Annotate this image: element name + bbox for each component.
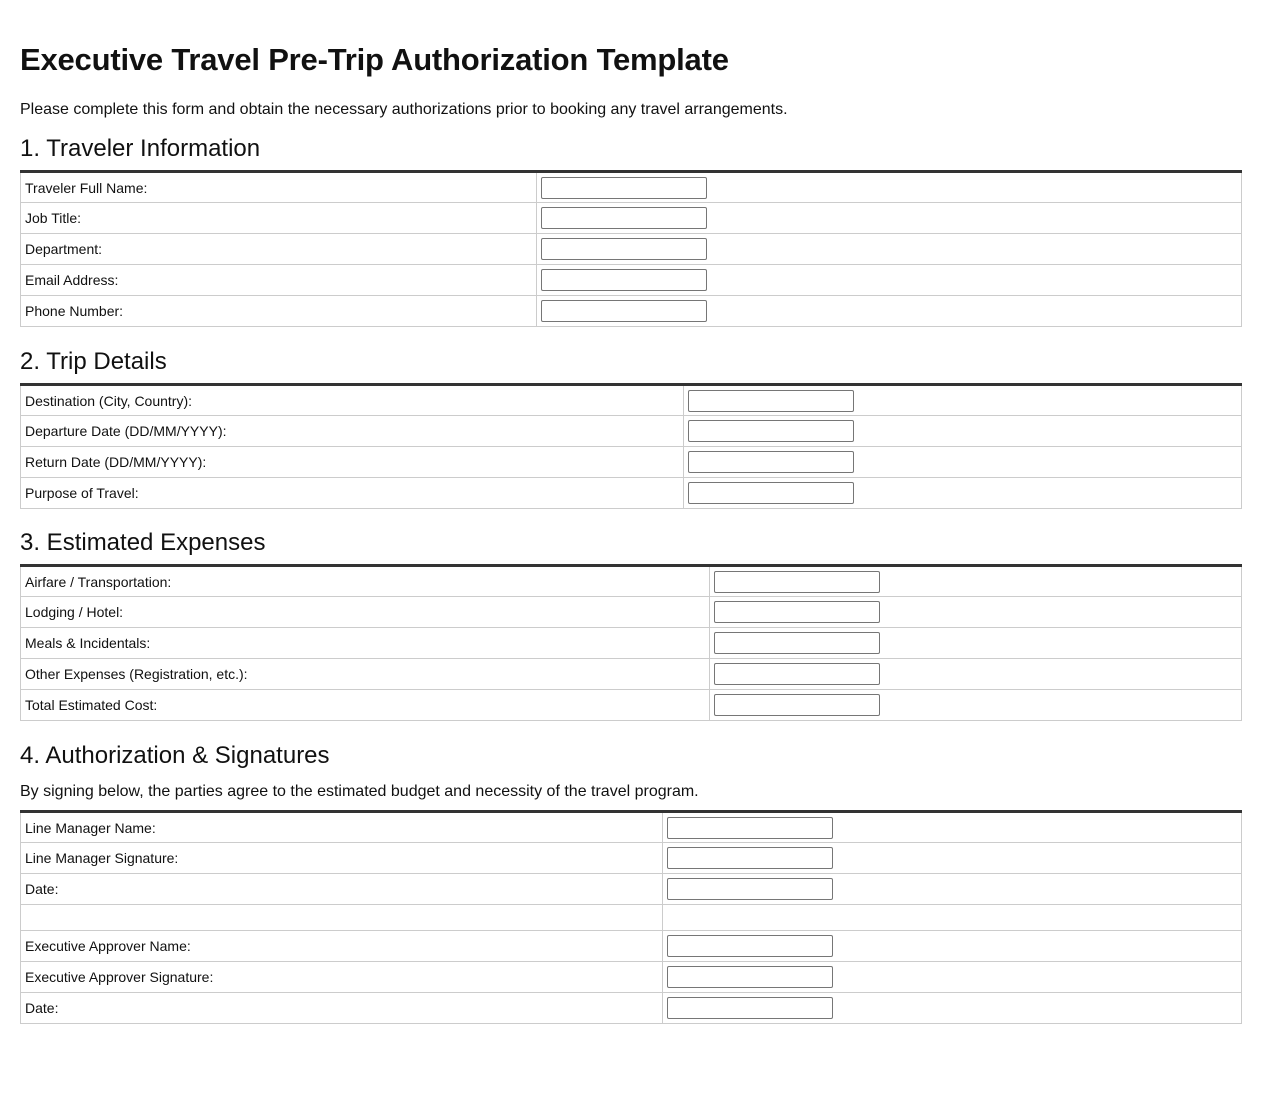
authorization-note: By signing below, the parties agree to the estimated budget and necessity of the travel program. (20, 783, 699, 800)
empty-cell (663, 905, 1242, 931)
field-label: Executive Approver Signature: (21, 962, 663, 993)
authorization-table (20, 810, 1242, 1024)
field-label: Line Manager Signature: (21, 843, 663, 874)
field-label: Executive Approver Name: (21, 931, 663, 962)
section-heading-authorization: 4. Authorization & Signatures (20, 742, 330, 769)
page-title: Executive Travel Pre-Trip Authorization Template (20, 42, 729, 77)
field-label: Email Address: (21, 265, 537, 296)
lodging-input[interactable] (714, 601, 880, 623)
email-address-input[interactable] (541, 269, 707, 291)
table-row (21, 812, 1242, 843)
table-row (21, 385, 1242, 416)
line-manager-signature-input[interactable] (667, 847, 833, 869)
spacer-row (21, 905, 1242, 931)
field-label: Total Estimated Cost: (21, 690, 710, 721)
table-row (21, 447, 1242, 478)
phone-number-input[interactable] (541, 300, 707, 322)
traveler-table (20, 170, 1242, 327)
field-label: Lodging / Hotel: (21, 597, 710, 628)
field-label: Traveler Full Name: (21, 172, 537, 203)
field-label: Airfare / Transportation: (21, 566, 710, 597)
table-row (21, 962, 1242, 993)
field-label: Purpose of Travel: (21, 478, 684, 509)
departure-date-input[interactable] (688, 420, 854, 442)
other-expenses-input[interactable] (714, 663, 880, 685)
meals-input[interactable] (714, 632, 880, 654)
table-row (21, 478, 1242, 509)
intro-text: Please complete this form and obtain the necessary authorizations prior to booking any travel arrangements. (20, 101, 788, 118)
section-heading-traveler: 1. Traveler Information (20, 135, 261, 162)
table-row (21, 628, 1242, 659)
table-row (21, 234, 1242, 265)
total-estimated-cost-input[interactable] (714, 694, 880, 716)
field-label: Date: (21, 993, 663, 1024)
field-label: Phone Number: (21, 296, 537, 327)
table-row (21, 566, 1242, 597)
table-row (21, 265, 1242, 296)
job-title-input[interactable] (541, 207, 707, 229)
table-row (21, 931, 1242, 962)
expenses-table (20, 564, 1242, 721)
table-row (21, 874, 1242, 905)
traveler-full-name-input[interactable] (541, 177, 707, 199)
department-input[interactable] (541, 238, 707, 260)
field-label: Return Date (DD/MM/YYYY): (21, 447, 684, 478)
empty-cell (21, 905, 663, 931)
executive-approver-name-input[interactable] (667, 935, 833, 957)
table-row (21, 690, 1242, 721)
table-row (21, 659, 1242, 690)
field-label: Line Manager Name: (21, 812, 663, 843)
line-manager-name-input[interactable] (667, 817, 833, 839)
table-row (21, 993, 1242, 1024)
line-manager-date-input[interactable] (667, 878, 833, 900)
table-row (21, 296, 1242, 327)
table-row (21, 203, 1242, 234)
field-label: Other Expenses (Registration, etc.): (21, 659, 710, 690)
table-row (21, 843, 1242, 874)
trip-table (20, 383, 1242, 509)
table-row (21, 416, 1242, 447)
section-heading-expenses: 3. Estimated Expenses (20, 529, 266, 556)
executive-approver-signature-input[interactable] (667, 966, 833, 988)
return-date-input[interactable] (688, 451, 854, 473)
purpose-of-travel-input[interactable] (688, 482, 854, 504)
field-label: Destination (City, Country): (21, 385, 684, 416)
section-heading-trip: 2. Trip Details (20, 348, 167, 375)
field-label: Meals & Incidentals: (21, 628, 710, 659)
table-row (21, 597, 1242, 628)
field-label: Departure Date (DD/MM/YYYY): (21, 416, 684, 447)
field-label: Job Title: (21, 203, 537, 234)
destination-input[interactable] (688, 390, 854, 412)
table-row (21, 172, 1242, 203)
airfare-input[interactable] (714, 571, 880, 593)
field-label: Date: (21, 874, 663, 905)
executive-date-input[interactable] (667, 997, 833, 1019)
field-label: Department: (21, 234, 537, 265)
